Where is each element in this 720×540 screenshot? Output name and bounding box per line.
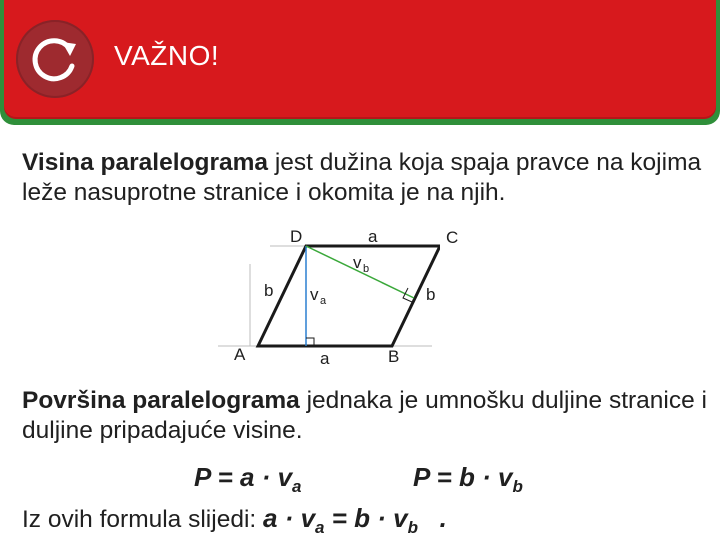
formula-a-main: P = a · v <box>194 462 293 492</box>
definition-term: Visina paralelograma <box>22 149 269 176</box>
refresh-icon <box>16 20 94 98</box>
area-paragraph <box>22 386 712 446</box>
label-va: v <box>310 285 319 304</box>
label-a-bottom: a <box>320 349 330 368</box>
formula-a-sub: a <box>292 477 302 496</box>
parallelogram-diagram <box>210 222 440 372</box>
label-a-top: a <box>368 227 378 246</box>
banner-title: VAŽNO! <box>114 40 220 71</box>
label-D: D <box>290 227 303 246</box>
conclusion-sub1: a <box>315 518 325 537</box>
label-b-right: b <box>426 285 436 304</box>
label-va-sub: a <box>320 295 327 307</box>
formula-area-b <box>413 462 523 497</box>
label-C: C <box>446 228 459 247</box>
conclusion-line <box>22 503 447 538</box>
conclusion-prefix: Iz ovih formula slijedi: <box>22 506 264 533</box>
formula-b-sub: b <box>512 477 523 496</box>
label-A: A <box>234 345 246 364</box>
label-B: B <box>388 347 400 366</box>
formula-b-main: P = b · v <box>413 462 513 492</box>
label-vb-sub: b <box>363 263 370 275</box>
area-text: jednaka je umnošku duljine stranice i duljine pripadajuće visine. <box>22 387 708 444</box>
definition-paragraph <box>22 148 702 208</box>
header-banner <box>0 0 720 125</box>
label-vb: v <box>353 253 362 272</box>
conclusion-suffix: . <box>417 503 447 533</box>
conclusion-part1: a · v <box>263 503 316 533</box>
formula-area-a <box>194 462 302 497</box>
area-term: Površina paralelograma <box>22 387 300 414</box>
banner-panel <box>4 0 716 119</box>
conclusion-part2: = b · v <box>324 503 408 533</box>
definition-text: jest dužina koja spaja pravce na kojima leže nasuprotne stranice i okomita je na njih. <box>22 149 702 206</box>
label-b-left: b <box>264 281 274 300</box>
parallelogram-shape <box>258 246 440 346</box>
conclusion-sub2: b <box>407 518 418 537</box>
